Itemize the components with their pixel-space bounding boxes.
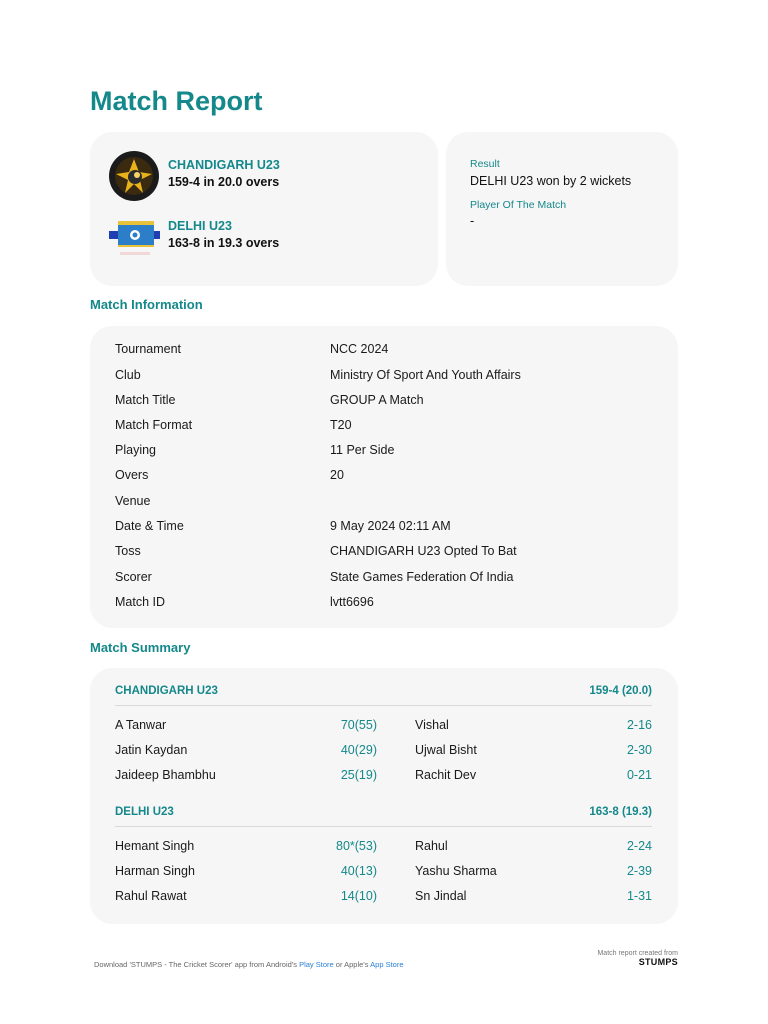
match-information-heading: Match Information [90,297,203,312]
info-value: NCC 2024 [330,342,389,356]
player-of-match-value: - [470,214,475,228]
info-value: lvtt6696 [330,595,374,609]
info-key: Date & Time [115,519,184,533]
result-value: DELHI U23 won by 2 wickets [470,174,632,188]
bowler-figures: 2-24 [626,839,652,853]
download-footer [94,960,404,969]
batter-name: A Tanwar [115,718,167,732]
info-row-match-id [115,595,655,611]
batter-score: 70(55) [340,718,377,732]
summary-row [115,768,652,784]
summary-row [115,718,652,734]
team-row-chandigarh [108,150,280,202]
result-card [446,132,678,286]
footer-text: Download 'STUMPS - The Cricket Scorer' app from Android's [94,960,300,969]
batter-score: 25(19) [340,768,377,782]
info-row-match-title [115,393,655,409]
summary-row [115,743,652,759]
innings-header [115,685,652,706]
info-row-tournament [115,342,655,358]
info-key: Tournament [115,342,182,356]
stumps-brand: STUMPS [638,957,678,967]
app-store-link[interactable]: App Store [370,960,404,969]
bowler-figures: 2-30 [626,743,652,757]
info-key: Scorer [115,570,152,584]
team-score: 163-8 in 19.3 overs [168,236,280,250]
batter-name: Harman Singh [115,864,195,878]
info-row-match-format [115,418,655,434]
innings-total: 159-4 (20.0) [589,685,652,697]
batter-name: Hemant Singh [115,839,195,853]
info-key: Playing [115,443,156,457]
info-key: Club [115,368,141,382]
innings-header [115,806,652,827]
delhi-team-logo [108,211,160,263]
page-title: Match Report [90,86,263,116]
match-summary-heading: Match Summary [90,640,191,655]
info-row-date-time [115,519,655,535]
batter-score: 80*(53) [336,839,377,853]
bowler-figures: 0-21 [626,768,652,782]
info-value: State Games Federation Of India [330,570,514,584]
batter-score: 40(13) [340,864,377,878]
info-value: T20 [330,418,352,432]
info-value: 9 May 2024 02:11 AM [330,519,451,533]
bowler-name: Rahul [415,839,448,853]
batter-name: Jaideep Bhambhu [115,768,216,782]
innings-total: 163-8 (19.3) [589,806,652,818]
info-key: Match Format [115,418,193,432]
info-key: Match ID [115,595,166,609]
info-row-playing [115,443,655,459]
chandigarh-team-logo [108,150,160,202]
bowler-name: Rachit Dev [415,768,477,782]
play-store-link[interactable]: Play Store [299,960,334,969]
info-key: Venue [115,494,151,508]
summary-row [115,839,652,855]
info-value: 11 Per Side [330,443,395,457]
info-row-scorer [115,570,655,586]
player-of-match-label: Player Of The Match [470,199,567,211]
info-value: 20 [330,468,344,482]
team-name: CHANDIGARH U23 [168,158,280,172]
created-from-text: Match report created from [597,950,678,957]
info-key: Overs [115,468,149,482]
team-score: 159-4 in 20.0 overs [168,175,280,189]
info-value: CHANDIGARH U23 Opted To Bat [330,544,517,558]
batter-name: Jatin Kaydan [115,743,188,757]
info-value: GROUP A Match [330,393,424,407]
footer-text: or Apple's [333,960,371,969]
summary-row [115,889,652,905]
info-key: Match Title [115,393,176,407]
info-value: Ministry Of Sport And Youth Affairs [330,368,521,382]
bowler-figures: 2-39 [626,864,652,878]
result-label: Result [470,158,500,170]
innings-team: DELHI U23 [115,806,174,818]
info-row-toss [115,544,655,560]
innings-team: CHANDIGARH U23 [115,685,218,697]
batter-name: Rahul Rawat [115,889,187,903]
team-row-delhi [108,211,279,263]
bowler-figures: 1-31 [626,889,652,903]
credit-footer [597,950,678,967]
summary-row [115,864,652,880]
info-row-venue [115,494,655,510]
bowler-name: Vishal [415,718,449,732]
info-key: Toss [115,544,141,558]
info-row-club [115,368,655,384]
match-information-card [90,326,678,628]
bowler-figures: 2-16 [626,718,652,732]
match-summary-card [90,668,678,924]
team-name: DELHI U23 [168,219,232,233]
info-row-overs [115,468,655,484]
batter-score: 14(10) [340,889,377,903]
batter-score: 40(29) [340,743,377,757]
teams-card [90,132,438,286]
bowler-name: Yashu Sharma [415,864,497,878]
bowler-name: Ujwal Bisht [415,743,477,757]
bowler-name: Sn Jindal [415,889,467,903]
